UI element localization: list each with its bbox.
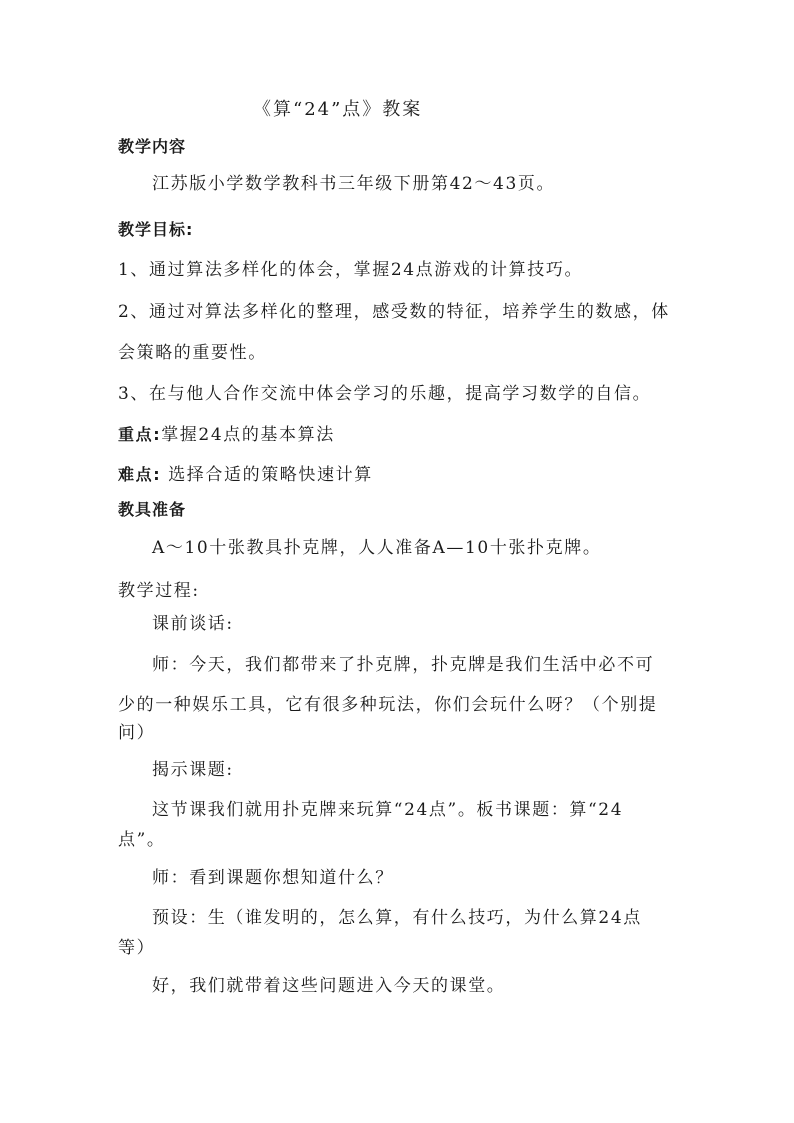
objective-item-2: 2、通过对算法多样化的整理，感受数的特征，培养学生的数感，体 [118,302,670,322]
section-heading-objectives: 教学目标: [118,220,194,239]
difficulty [118,464,373,486]
section-heading-content: 教学内容 [118,137,187,156]
document-title: 《算“24”点》教案 [253,99,423,120]
objective-item-3: 3、在与他人合作交流中体会学习的乐趣，提高学习数学的自信。 [118,384,652,404]
process-line: 少的一种娱乐工具，它有很多种玩法，你们会玩什么呀？（个别提 [118,695,658,715]
process-line: 等） [118,938,156,958]
process-line: 揭示课题: [152,760,234,780]
process-line: 点”。 [118,830,166,850]
key-point [118,424,335,446]
section-heading-materials: 教具准备 [118,500,187,519]
key-point-text: 掌握24点的基本算法 [161,425,335,445]
process-line: 师：看到课题你想知道什么？ [152,868,394,888]
process-line: 好，我们就带着这些问题进入今天的课堂。 [152,976,506,996]
process-line: 课前谈话: [152,614,234,634]
process-line: 师：今天，我们都带来了扑克牌，扑克牌是我们生活中必不可 [152,655,655,675]
materials-text: A～10十张教具扑克牌，人人准备A—10十张扑克牌。 [152,538,602,558]
content-text: 江苏版小学数学教科书三年级下册第42～43页。 [152,174,556,194]
key-point-label: 重点: [118,425,162,444]
objective-item-2-cont: 会策略的重要性。 [118,343,267,363]
process-line: 问） [118,723,156,743]
process-line: 预设：生（谁发明的，怎么算，有什么技巧，为什么算24点 [152,908,642,928]
section-heading-process: 教学过程: [118,581,200,601]
difficulty-text: 选择合适的策略快速计算 [161,465,373,485]
process-line: 这节课我们就用扑克牌来玩算“24点”。板书课题：算“24 [152,800,624,820]
objective-item-1: 1、通过算法多样化的体会，掌握24点游戏的计算技巧。 [118,260,584,280]
difficulty-label: 难点: [118,465,162,484]
